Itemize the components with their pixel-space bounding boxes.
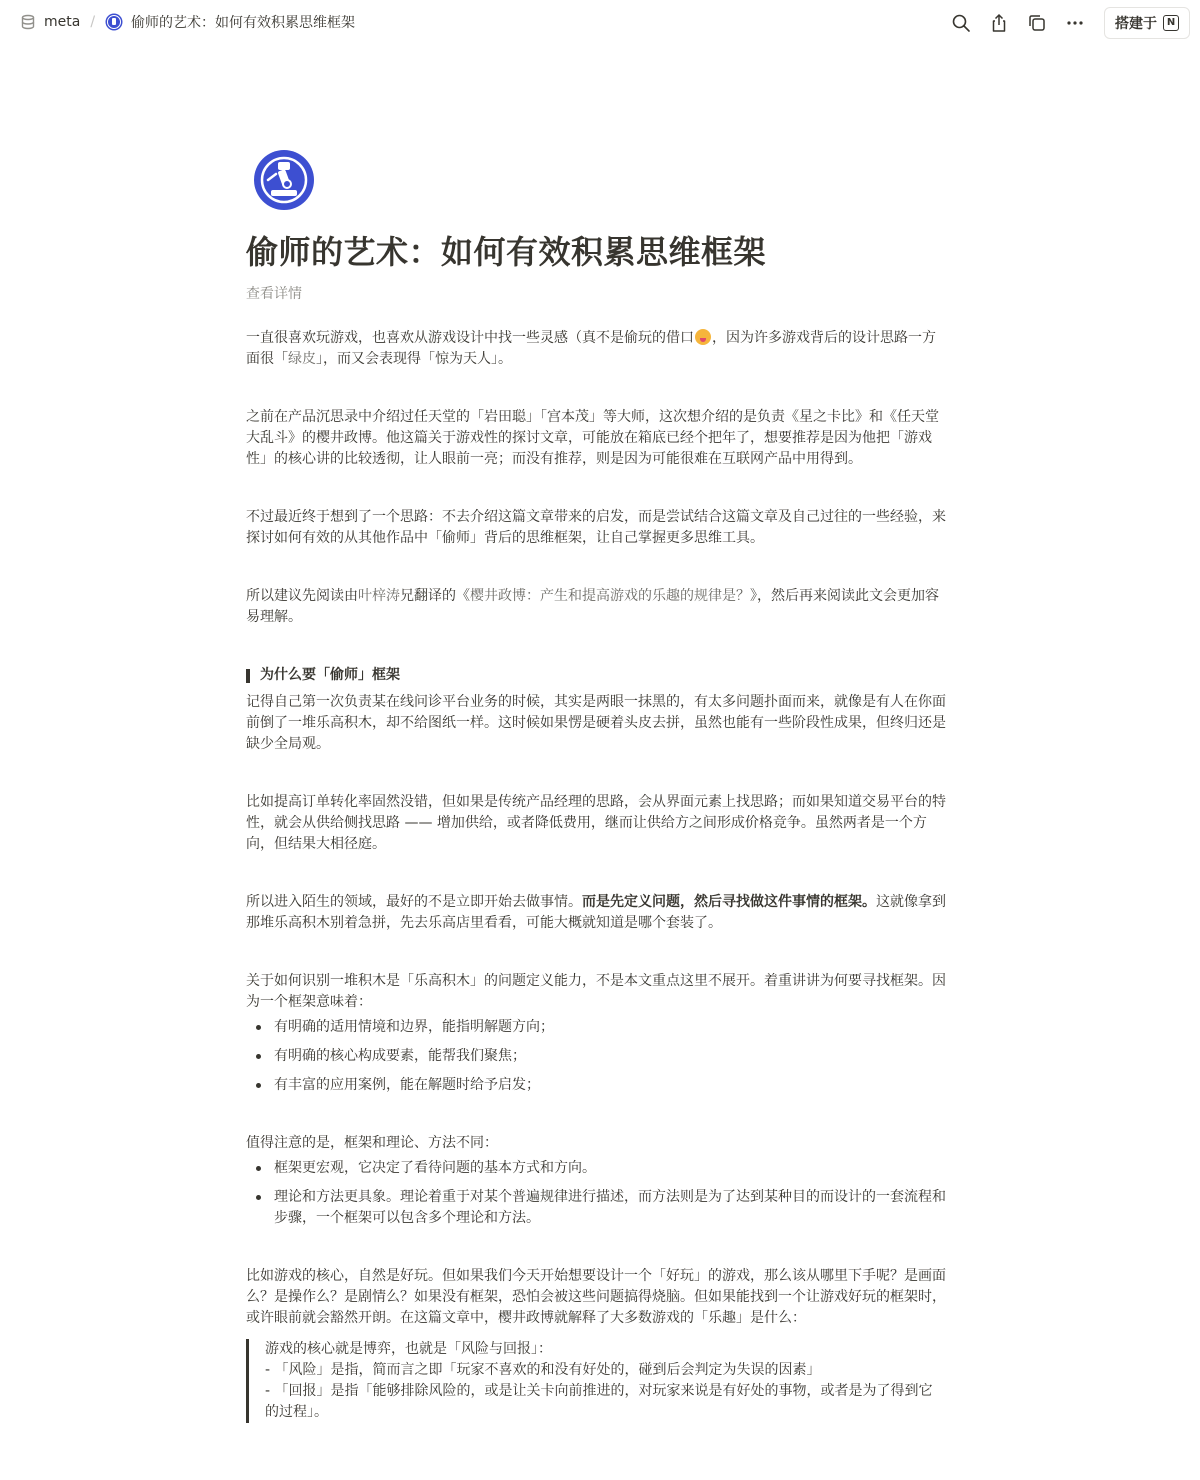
list-item: 有丰富的应用案例，能在解题时给予启发； <box>246 1075 946 1096</box>
breadcrumb-workspace[interactable] <box>20 14 80 30</box>
header-actions <box>938 7 1190 39</box>
list-item: 有明确的适用情境和边界，能指明解题方向； <box>246 1017 946 1038</box>
paragraph-7-bold: 而是先定义问题，然后寻找做这件事情的框架。 <box>582 894 876 910</box>
breadcrumb-page[interactable] <box>105 12 355 32</box>
paragraph-5: 记得自己第一次负责某在线问诊平台业务的时候，其实是两眼一抹黑的，有太多问题扑面而来，就像是有人在你面前倒了一堆乐高积木，却不给图纸一样。这时候如果愣是硬着头皮去拼，虽然也能有一些阶段性成果，但终归还是缺少全局观。 <box>246 694 946 752</box>
paragraph-9: 值得注意的是，框架和理论、方法不同： <box>246 1135 498 1151</box>
quote-line: - 「风险」是指，简而言之即「玩家不喜欢的和没有好处的，碰到后会判定为失误的因素」 <box>265 1362 821 1378</box>
article-link[interactable]: 樱井政博：产生和提高游戏的乐趣的规律是？ <box>470 588 750 604</box>
paragraph-4 <box>246 586 946 628</box>
duplicate-icon <box>1027 13 1047 33</box>
paragraph-4-text-c: 》，然后再来阅读此文会更加容易理解。 <box>246 588 939 625</box>
paragraph-4-text-a: 所以建议先阅读由 <box>246 588 358 604</box>
paragraph-1-text-b: ，因为许多游戏背后的设计思路一方面很「 <box>246 330 936 367</box>
paragraph-7-text-a: 所以进入陌生的领域，最好的不是立即开始去做事情。 <box>246 894 582 910</box>
paragraph-2: 之前在产品沉思录中介绍过任天堂的「岩田聪」「宫本茂」等大师，这次想介绍的是负责《星之卡比》和《任天堂大乱斗》的樱井政博。他这篇关于游戏性的探讨文章，可能放在箱底已经个把年了，想要推荐是因为他把「游戏性」的核心讲的比较透彻，让人眼前一亮；而没有推荐，则是因为可能很难在互联网产品中用得到。 <box>246 409 939 467</box>
paragraph-8: 关于如何识别一堆积木是「乐高积木」的问题定义能力，不是本文重点这里不展开。着重讲讲为何要寻找框架。因为一个框架意味着： <box>246 973 946 1010</box>
share-icon <box>989 13 1009 33</box>
search-button[interactable] <box>946 8 976 38</box>
paragraph-1 <box>246 328 946 370</box>
paragraph-3: 不过最近终于想到了一个思路：不去介绍这篇文章带来的启发，而是尝试结合这篇文章及自己过往的一些经验，来探讨如何有效的从其他作品中「偷师」背后的思维框架，让自己掌握更多思维工具。 <box>246 509 946 546</box>
section-heading-why <box>246 665 946 686</box>
quote-line: - 「回报」是指「能够排除风险的，或是让关卡向前推进的，对玩家来说是有好处的事物，或者是为了得到它的过程」。 <box>265 1383 933 1420</box>
more-icon <box>1065 13 1085 33</box>
paragraph-7-text-b: 这就像拿到那堆乐高积木别着急拼，先去乐高店里看看，可能大概就知道是哪个套装了。 <box>246 894 946 931</box>
search-icon <box>951 13 971 33</box>
paragraph-1-text-a: 一直很喜欢玩游戏，也喜欢从游戏设计中找一些灵感（真不是偷玩的借口 <box>246 330 694 346</box>
paragraph-7 <box>246 892 946 934</box>
quote-block <box>246 1339 946 1423</box>
page-content <box>246 230 946 1423</box>
paragraph-4-text-b: 兄翻译的《 <box>400 588 470 604</box>
paragraph-1-link[interactable]: 绿皮 <box>288 351 316 367</box>
more-button[interactable] <box>1060 8 1090 38</box>
page-title: 偷师的艺术：如何有效积累思维框架 <box>246 233 767 271</box>
tongue-emoji-icon <box>695 329 711 345</box>
list-item: 理论和方法更具象。理论着重于对某个普遍规律进行描述，而方法则是为了达到某种目的而设计的一套流程和步骤，一个框架可以包含多个理论和方法。 <box>246 1187 946 1229</box>
section-heading-text: 为什么要「偷师」框架 <box>260 667 400 683</box>
notion-logo-icon: N <box>1163 15 1179 31</box>
framework-vs-theory-list <box>246 1158 946 1229</box>
built-with-notion-button[interactable] <box>1104 7 1190 39</box>
framework-benefits-list <box>246 1017 946 1096</box>
top-bar <box>0 0 1200 44</box>
share-button[interactable] <box>984 8 1014 38</box>
breadcrumb-workspace-label: meta <box>44 14 81 30</box>
page-subtitle[interactable]: 查看详情 <box>246 286 302 302</box>
list-item: 框架更宏观，它决定了看待问题的基本方式和方向。 <box>246 1158 946 1179</box>
list-item: 有明确的核心构成要素，能帮我们聚焦； <box>246 1046 946 1067</box>
quote-line: 游戏的核心就是博弈，也就是「风险与回报」： <box>265 1341 552 1357</box>
paragraph-1-text-c: 」，而又会表现得「惊为天人」。 <box>316 351 512 367</box>
built-with-label: 搭建于 <box>1115 16 1157 32</box>
paragraph-10: 比如游戏的核心，自然是好玩。但如果我们今天开始想要设计一个「好玩」的游戏，那么该从哪里下手呢？是画面么？是操作么？是剧情么？如果没有框架，恐怕会被这些问题搞得烧脑。但如果能找到一个让游戏好玩的框架时，或许眼前就会豁然开朗。在这篇文章中，樱井政博就解释了大多数游戏的「乐趣」是什么： <box>246 1268 946 1326</box>
duplicate-button[interactable] <box>1022 8 1052 38</box>
breadcrumb-separator: / <box>90 14 96 30</box>
heading-bar <box>246 669 250 683</box>
breadcrumb-page-label: 偷师的艺术：如何有效积累思维框架 <box>131 15 356 31</box>
page-icon[interactable] <box>254 150 314 210</box>
breadcrumb <box>20 12 355 32</box>
database-icon <box>20 14 36 30</box>
translator-link[interactable]: 叶梓涛 <box>358 588 400 604</box>
paragraph-6: 比如提高订单转化率固然没错，但如果是传统产品经理的思路，会从界面元素上找思路；而如果知道交易平台的特性，就会从供给侧找思路 —— 增加供给，或者降低费用，继而让供给方之间形成价格竞争。虽然两者是一个方向，但结果大相径庭。 <box>246 794 946 852</box>
page-emoji-icon <box>105 13 123 31</box>
